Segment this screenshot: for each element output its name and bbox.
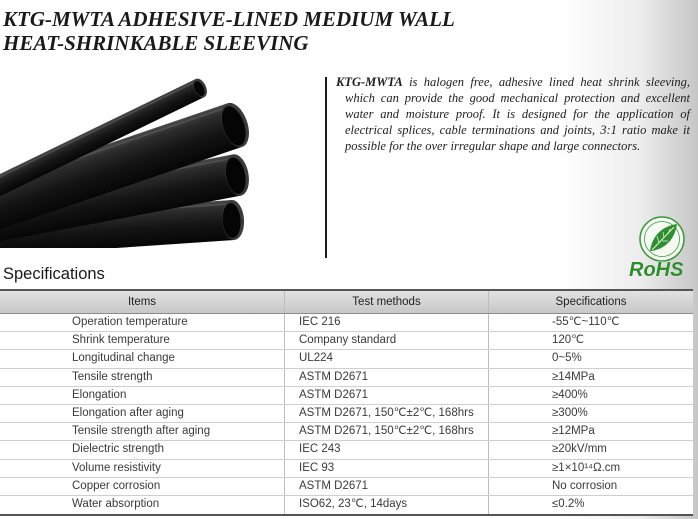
description-line: which can provide the good mechanical protection and excellent bbox=[345, 91, 690, 105]
product-code: KTG-MWTA bbox=[336, 75, 403, 89]
title-line-2: HEAT-SHRINKABLE SLEEVING bbox=[3, 31, 309, 55]
spec-test-method: ASTM D2671, 150℃±2℃, 168hrs bbox=[285, 423, 489, 440]
spec-test-method: ASTM D2671 bbox=[285, 478, 489, 495]
table-row bbox=[0, 369, 693, 387]
spec-test-method: IEC 216 bbox=[285, 314, 489, 331]
spec-value: ≥14MPa bbox=[552, 370, 595, 383]
spec-item: Elongation after aging bbox=[0, 405, 285, 422]
spec-item: Tensile strength after aging bbox=[0, 423, 285, 440]
spec-test-method: ISO62, 23℃, 14days bbox=[285, 496, 489, 514]
description-line: electrical splices, cable terminations and joints, 3:1 ratio make it bbox=[345, 123, 690, 137]
table-row bbox=[0, 460, 693, 478]
spec-value: ≤0.2% bbox=[552, 497, 585, 510]
table-row bbox=[0, 441, 693, 459]
rohs-logo bbox=[626, 212, 696, 282]
heat-shrink-tubes-photo bbox=[0, 66, 275, 248]
table-row bbox=[0, 350, 693, 368]
spec-item: Elongation bbox=[0, 387, 285, 404]
spec-test-method: IEC 243 bbox=[285, 441, 489, 458]
spec-value: 120℃ bbox=[552, 334, 585, 347]
table-header bbox=[0, 291, 693, 314]
spec-value: -55℃~110℃ bbox=[552, 316, 620, 328]
spec-value: ≥400% bbox=[552, 388, 588, 401]
spec-value: 0~5% bbox=[552, 352, 582, 365]
spec-value: ≥12MPa bbox=[552, 425, 595, 438]
description-line: possible for the over irregular shape and large connectors. bbox=[345, 139, 641, 153]
spec-item: Dielectric strength bbox=[0, 441, 285, 458]
spec-value: ≥1×10¹⁴Ω.cm bbox=[552, 461, 621, 474]
spec-value: No corrosion bbox=[552, 479, 618, 492]
spec-test-method: ASTM D2671 bbox=[285, 369, 489, 386]
spec-value: ≥20kV/mm bbox=[552, 443, 607, 456]
description-line: water and moisture proof. It is designed for the application of bbox=[345, 107, 690, 121]
table-row bbox=[0, 332, 693, 350]
page-title bbox=[3, 7, 455, 55]
product-description bbox=[336, 74, 690, 154]
column-header-specifications: Specifications bbox=[555, 296, 627, 308]
table-row bbox=[0, 405, 693, 423]
table-row bbox=[0, 478, 693, 496]
specifications-heading: Specifications bbox=[3, 265, 105, 283]
table-row bbox=[0, 496, 693, 514]
table-row bbox=[0, 387, 693, 405]
spec-item: Shrink temperature bbox=[0, 332, 285, 349]
spec-item: Volume resistivity bbox=[0, 460, 285, 477]
specifications-table bbox=[0, 289, 693, 516]
spec-test-method: ASTM D2671, 150℃±2℃, 168hrs bbox=[285, 405, 489, 422]
spec-item: Longitudinal change bbox=[0, 350, 285, 367]
spec-test-method: UL224 bbox=[285, 350, 489, 367]
spec-item: Operation temperature bbox=[0, 314, 285, 331]
description-text: is halogen free, adhesive lined heat shrink sleeving, bbox=[402, 75, 690, 89]
column-header-test-methods: Test methods bbox=[285, 291, 489, 313]
spec-value: ≥300% bbox=[552, 406, 588, 419]
spec-item: Tensile strength bbox=[0, 369, 285, 386]
spec-item: Copper corrosion bbox=[0, 478, 285, 495]
table-row bbox=[0, 423, 693, 441]
rohs-text: RoHS bbox=[629, 259, 684, 281]
description-line bbox=[336, 74, 690, 90]
spec-test-method: IEC 93 bbox=[285, 460, 489, 477]
spec-test-method: ASTM D2671 bbox=[285, 387, 489, 404]
title-line-1: KTG-MWTA ADHESIVE-LINED MEDIUM WALL bbox=[3, 7, 455, 31]
table-row bbox=[0, 314, 693, 332]
spec-test-method: Company standard bbox=[285, 332, 489, 349]
spec-item: Water absorption bbox=[0, 496, 285, 514]
column-header-items: Items bbox=[0, 291, 285, 313]
divider-line bbox=[325, 77, 327, 258]
